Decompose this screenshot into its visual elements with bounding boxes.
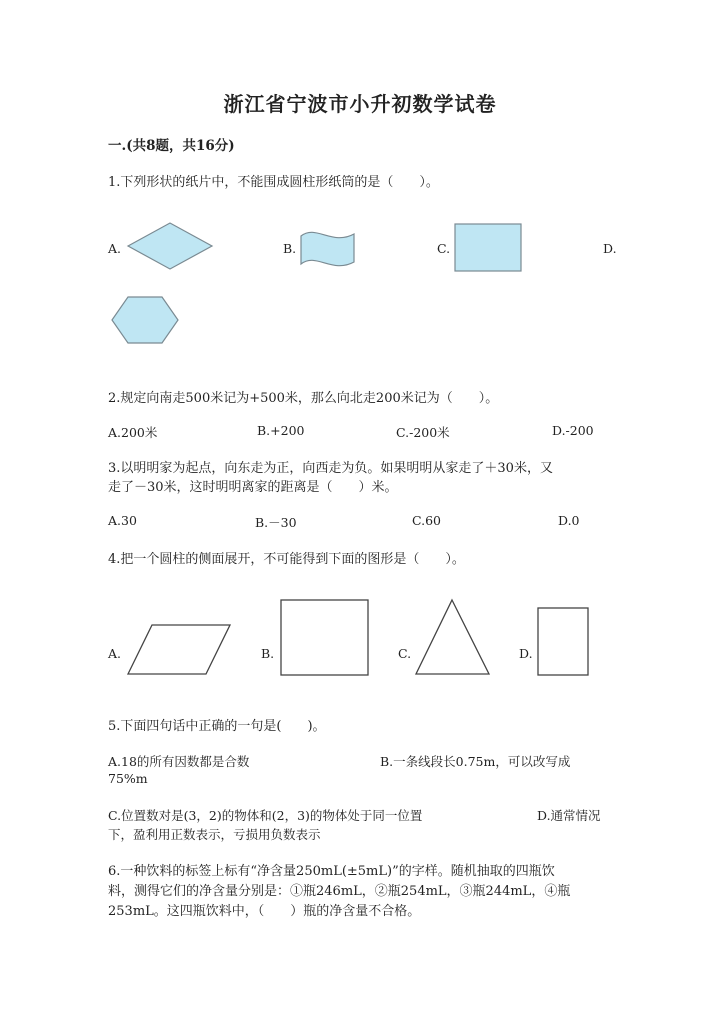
q1-option-c-label: C. bbox=[437, 241, 451, 256]
q1-wavy-sheet-shape bbox=[298, 226, 360, 272]
q4-parallelogram-shape bbox=[126, 622, 234, 678]
section-heading: 一.(共8题，共16分) bbox=[108, 138, 235, 154]
question-6-line-2: 料，测得它们的净含量分别是：①瓶246mL，②瓶254mL，③瓶244mL，④瓶 bbox=[108, 884, 571, 899]
q5-option-d-line-2: 下，盈利用正数表示，亏损用负数表示 bbox=[108, 827, 321, 842]
q2-option-a: A.200米 bbox=[108, 425, 158, 440]
q2-option-b: B.+200 bbox=[257, 423, 305, 438]
q5-option-b-line-2: 75%m bbox=[108, 771, 148, 786]
q4-option-d-label: D. bbox=[519, 646, 533, 661]
question-3-line-1: 3.以明明家为起点，向东走为正，向西走为负。如果明明从家走了＋30米，又 bbox=[108, 461, 553, 476]
q1-option-d-label: D. bbox=[603, 241, 617, 256]
q4-option-c-label: C. bbox=[398, 646, 412, 661]
question-5-text: 5.下面四句话中正确的一句是( )。 bbox=[108, 719, 326, 734]
question-1-text: 1.下列形状的纸片中，不能围成圆柱形纸筒的是（ ）。 bbox=[108, 175, 439, 190]
q1-hexagon-shape bbox=[110, 295, 180, 347]
q2-option-d: D.-200 bbox=[552, 423, 594, 438]
q5-option-d-line-1: D.通常情况 bbox=[537, 808, 601, 823]
q1-option-a-label: A. bbox=[108, 241, 122, 256]
q5-option-a: A.18的所有因数都是合数 bbox=[108, 754, 250, 769]
q1-rhombus-shape bbox=[124, 222, 216, 272]
q4-rectangle-shape bbox=[536, 606, 592, 678]
q5-option-b-line-1: B.一条线段长0.75m，可以改写成 bbox=[380, 754, 571, 769]
question-4-text: 4.把一个圆柱的侧面展开，不可能得到下面的图形是（ ）。 bbox=[108, 552, 465, 567]
question-6-line-1: 6.一种饮料的标签上标有“净含量250mL(±5mL)”的字样。随机抽取的四瓶饮 bbox=[108, 864, 555, 879]
q2-option-c: C.-200米 bbox=[396, 425, 450, 440]
q4-triangle-shape bbox=[414, 598, 492, 678]
q3-option-d: D.0 bbox=[558, 513, 580, 528]
q4-option-a-label: A. bbox=[108, 646, 122, 661]
question-6-line-3: 253mL。这四瓶饮料中，（ ）瓶的净含量不合格。 bbox=[108, 904, 421, 919]
q4-square-shape bbox=[279, 598, 371, 678]
q1-option-b-label: B. bbox=[283, 241, 297, 256]
q1-rectangle-shape bbox=[454, 223, 522, 273]
q4-option-b-label: B. bbox=[261, 646, 275, 661]
page-title: 浙江省宁波市小升初数学试卷 bbox=[223, 92, 497, 116]
q3-option-a: A.30 bbox=[108, 513, 137, 528]
question-3-line-2: 走了－30米，这时明明离家的距离是（ ）米。 bbox=[108, 480, 398, 495]
q3-option-c: C.60 bbox=[412, 513, 441, 528]
question-2-text: 2.规定向南走500米记为+500米，那么向北走200米记为（ ）。 bbox=[108, 391, 499, 406]
q5-option-c: C.位置数对是(3，2)的物体和(2，3)的物体处于同一位置 bbox=[108, 808, 423, 823]
q3-option-b: B.－30 bbox=[255, 515, 297, 530]
